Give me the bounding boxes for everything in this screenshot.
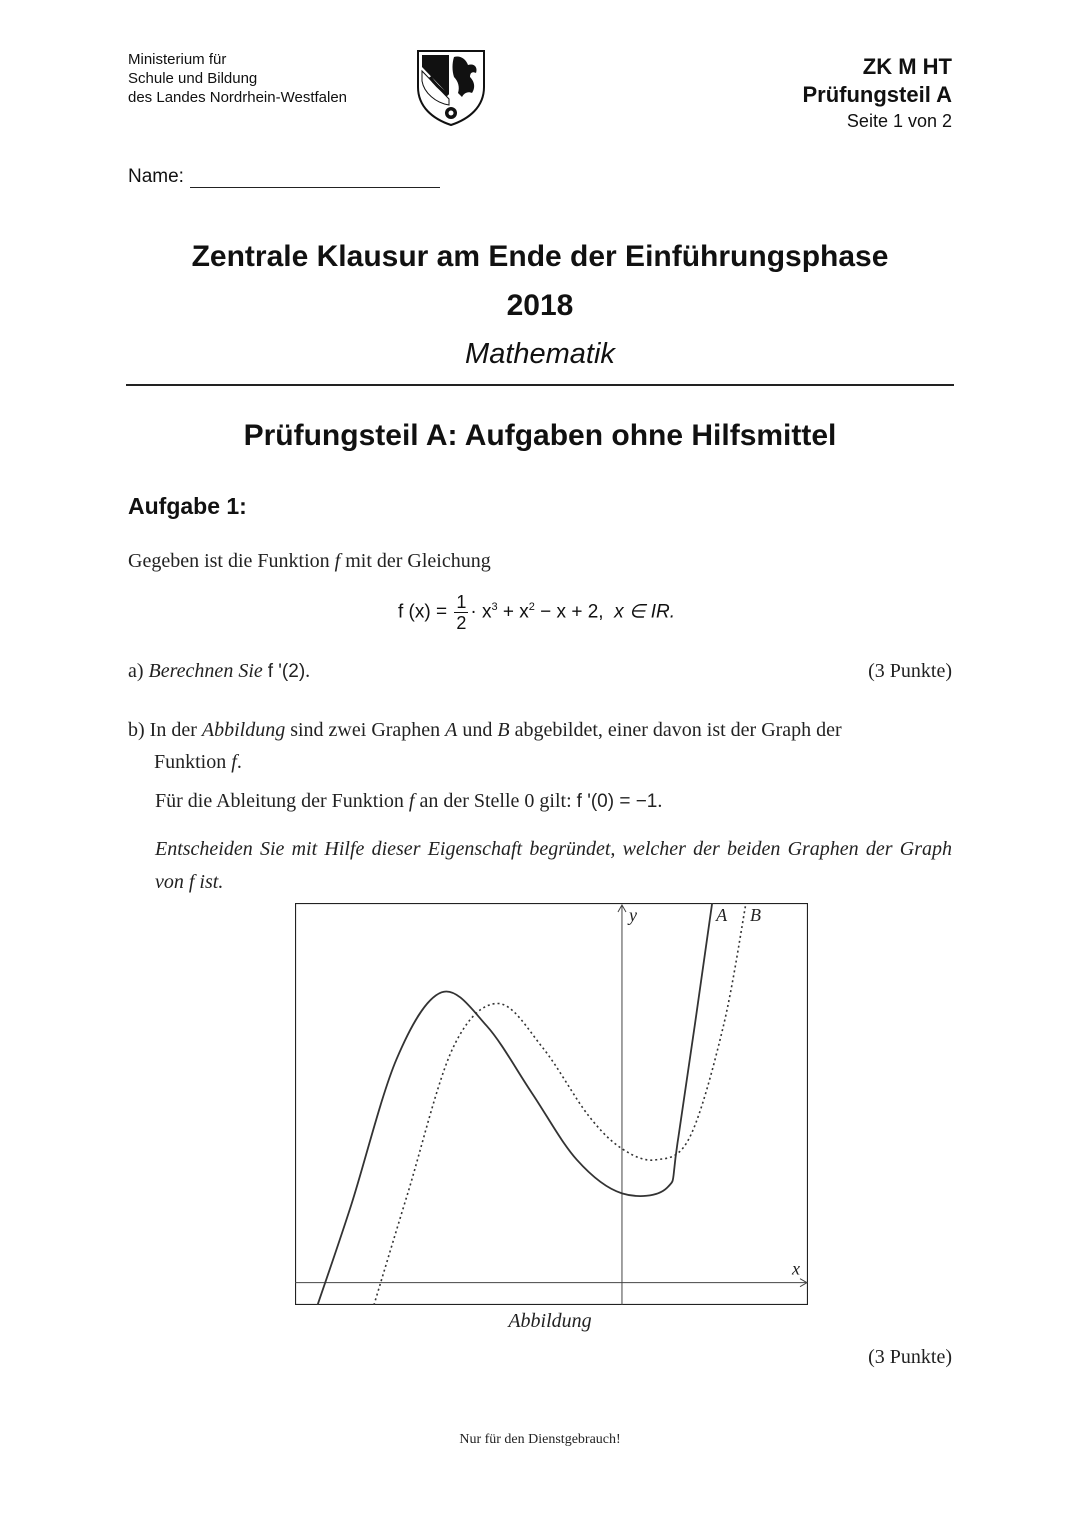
subtask-b-text-3: und [457, 719, 498, 741]
subtask-a-expr: f '(2) [267, 661, 306, 682]
subtask-b-points: (3 Punkte) [868, 1346, 952, 1368]
document-header [802, 53, 952, 133]
formula-exp-3: 3 [491, 601, 498, 614]
nrw-coat-of-arms-logo [414, 47, 488, 127]
subtask-b [128, 714, 952, 778]
deriv-text-2: an der Stelle 0 gilt: [414, 790, 577, 812]
name-field [128, 165, 440, 188]
subtask-a [128, 660, 310, 683]
ministry-line: des Landes Nordrhein-Westfalen [128, 89, 348, 106]
subtask-b-text-5: Funktion [154, 751, 232, 773]
subtask-b-marker: b) [128, 719, 145, 741]
y-axis-label: y [628, 905, 637, 925]
subtask-b-line-2 [128, 746, 952, 778]
formula-term-3: − x + 2, [534, 601, 604, 623]
subtask-b-text-1: In der [149, 719, 202, 741]
x-axis-label: x [792, 1258, 800, 1279]
subtask-b-abbildung: Abbildung [201, 719, 286, 741]
page-number: Seite 1 von 2 [846, 111, 952, 131]
series-label-A: A [716, 905, 728, 925]
section-title: Prüfungsteil A: Aufgaben ohne Hilfsmittel [243, 419, 837, 452]
deriv-end: . [657, 790, 663, 812]
subtask-b-text-4: abgebildet, einer davon ist der Graph der [509, 719, 842, 741]
fraction-denominator: 2 [456, 613, 467, 633]
subtask-a-text: Berechnen Sie [148, 660, 263, 682]
subtask-b-f: f [231, 751, 237, 773]
name-blank-line[interactable] [190, 165, 440, 188]
subtask-a-end: . [305, 660, 311, 682]
title-divider [126, 384, 954, 386]
intro-prefix: Gegeben ist die Funktion [128, 550, 335, 572]
exam-part: Prüfungsteil A [802, 82, 952, 107]
footer-note: Nur für den Dienstgebrauch! [459, 1432, 621, 1447]
subtask-b-end: . [236, 751, 242, 773]
subtask-b-graph-a: A [445, 719, 458, 741]
formula-domain: x ∈ IR. [614, 601, 676, 623]
function-graph-figure [295, 903, 808, 1305]
function-equation [398, 592, 675, 642]
formula-term-1: · x [470, 601, 492, 623]
fraction-numerator: 1 [456, 592, 467, 612]
subtask-b-instruction: Entscheiden Sie mit Hilfe dieser Eigenschaft begründet, welcher der beiden Graphen der Graph von f ist. [155, 838, 952, 893]
formula-term-2: + x [497, 601, 529, 623]
intro-f: f [334, 550, 341, 572]
exam-code: ZK M HT [862, 54, 952, 79]
series-label-B: B [749, 905, 761, 925]
exam-title: Zentrale Klausur am Ende der Einführungsphase [191, 240, 889, 273]
formula-exp-2: 2 [528, 601, 535, 614]
exam-year: 2018 [506, 289, 574, 322]
formula-lhs: f (x) = [398, 601, 453, 623]
task-heading: Aufgabe 1: [128, 493, 247, 519]
subtask-b-text-2: sind zwei Graphen [285, 719, 446, 741]
figure-frame [296, 904, 808, 1305]
deriv-f: f [408, 790, 415, 812]
ministry-name [128, 50, 347, 107]
exam-subject: Mathematik [465, 338, 615, 370]
ministry-line: Schule und Bildung [128, 70, 258, 87]
figure-caption: Abbildung [508, 1310, 592, 1332]
ministry-line: Ministerium für [128, 51, 227, 68]
subtask-a-marker: a) [128, 660, 144, 682]
subtask-a-points: (3 Punkte) [868, 660, 952, 682]
subtask-b-graph-b: B [497, 719, 510, 741]
derivative-condition [155, 790, 662, 813]
deriv-expr: f '(0) = −1 [576, 791, 658, 812]
intro-suffix: mit der Gleichung [340, 550, 491, 572]
formula-fraction [454, 592, 468, 633]
name-label: Name: [128, 166, 184, 187]
deriv-text-1: Für die Ableitung der Funktion [155, 790, 409, 812]
task-intro [128, 550, 491, 573]
